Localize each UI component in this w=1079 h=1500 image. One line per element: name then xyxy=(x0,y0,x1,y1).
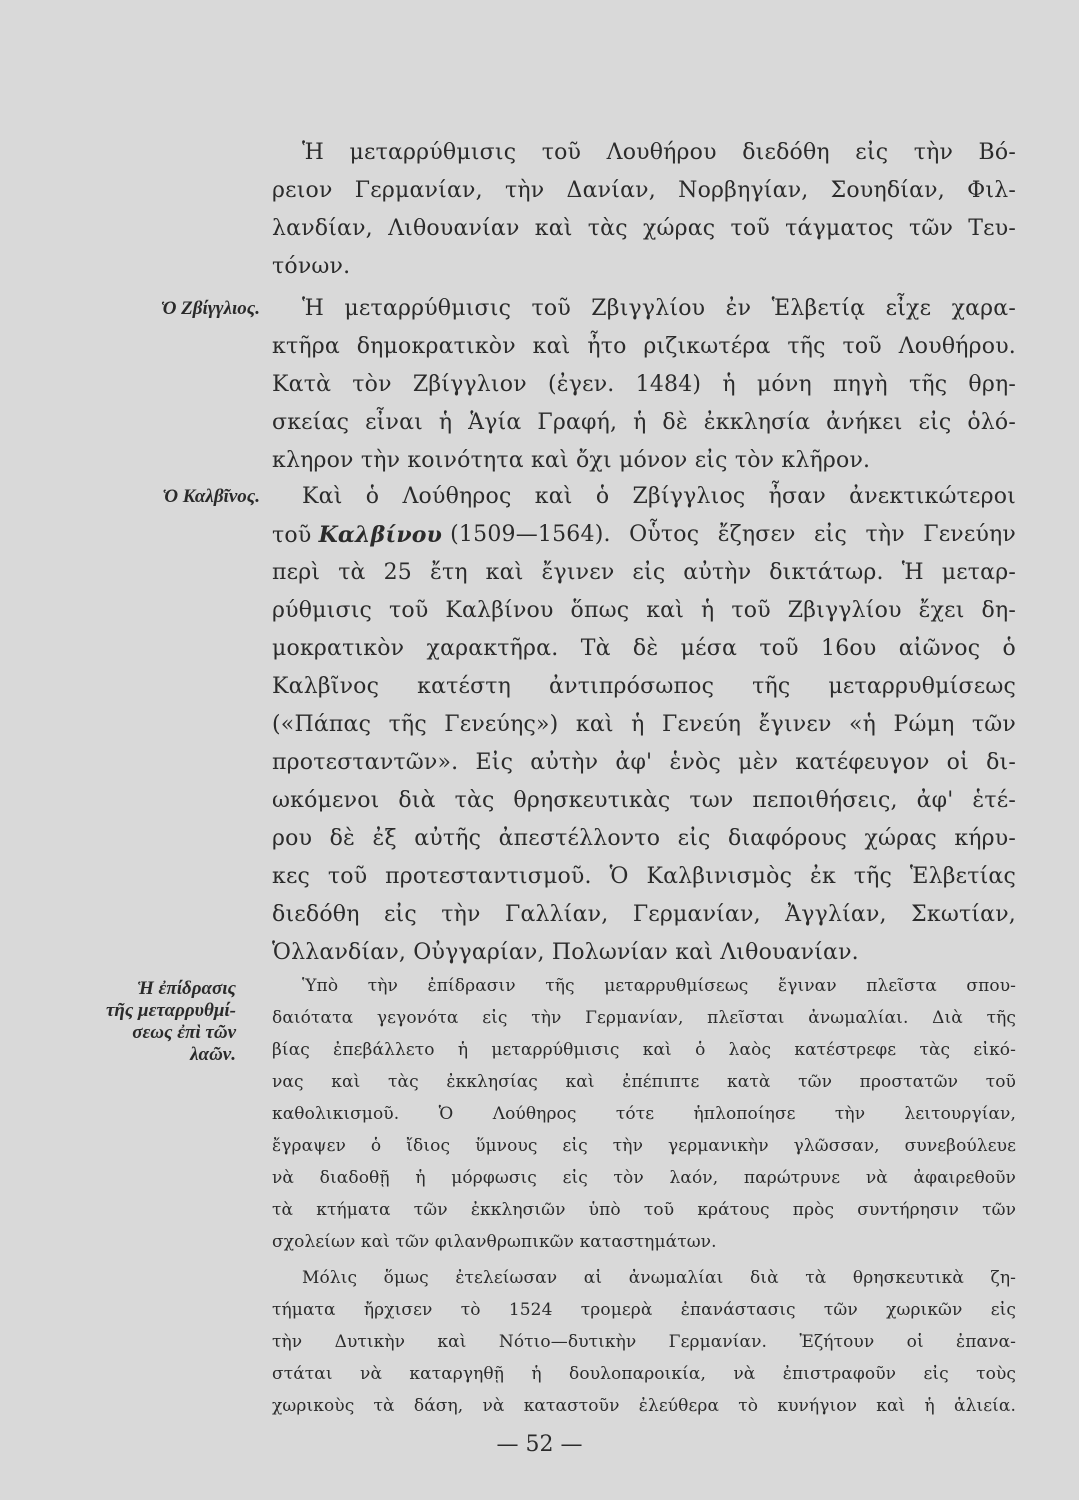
margin-note-influence-line: Ἡ ἐπίδρασις xyxy=(137,978,236,999)
calvin-name: Καλβίνου xyxy=(318,522,443,548)
small-text-line: νας καὶ τὰς ἐκκλησίας καὶ ἐπέπιπτε κατὰ τῶν προστατῶν τοῦ xyxy=(272,1072,1016,1092)
small-text-line: νὰ διαδοθῇ ἡ μόρφωσις εἰς τὸν λαόν, παρώτρυνε νὰ ἀφαιρεθοῦν xyxy=(272,1168,1016,1188)
text-line: λανδίαν, Λιθουανίαν καὶ τὰς χώρας τοῦ τάγματος τῶν Τευ- xyxy=(272,216,1016,241)
text-line: μοκρατικὸν χαρακτῆρα. Τὰ δὲ μέσα τοῦ 16ου αἰῶνος ὁ xyxy=(272,636,1016,661)
margin-note-calvin: Ὁ Καλβῖνος. xyxy=(162,486,260,507)
margin-note-influence-line: τῆς μεταρρυθμί- xyxy=(105,1000,236,1021)
text-line: τόνων. xyxy=(272,254,351,279)
small-text-line: καθολικισμοῦ. Ὁ Λούθηρος τότε ἡπλοποίησε τὴν λειτουργίαν, xyxy=(272,1104,1016,1124)
small-text-line: βίας ἐπεβάλλετο ἡ μεταρρύθμισις καὶ ὁ λαὸς κατέστρεφε τὰς εἰκό- xyxy=(272,1040,1016,1060)
text-line: σκείας εἶναι ἡ Ἁγία Γραφή, ἡ δὲ ἐκκλησία ἀνήκει εἰς ὁλό- xyxy=(272,410,1016,435)
text-line: ρου δὲ ἐξ αὐτῆς ἀπεστέλλοντο εἰς διαφόρους χώρας κήρυ- xyxy=(272,826,1016,851)
text-line: Καὶ ὁ Λούθηρος καὶ ὁ Ζβίγγλιος ἦσαν ἀνεκτικώτεροι xyxy=(302,484,1016,509)
text-line: ρύθμισις τοῦ Καλβίνου ὅπως καὶ ἡ τοῦ Ζβιγγλίου ἔχει δη- xyxy=(272,598,1016,623)
margin-note-influence xyxy=(40,978,236,1066)
text-line: Ἡ μεταρρύθμισις τοῦ Λουθήρου διεδόθη εἰς τὴν Βό- xyxy=(302,140,1016,165)
text-calvin-rest: (1509—1564). Οὗτος ἔζησεν εἰς τὴν Γενεύην xyxy=(450,522,1016,547)
text-line: ωκόμενοι διὰ τὰς θρησκευτικὰς των πεποιθήσεις, ἀφ' ἑτέ- xyxy=(272,788,1016,813)
text-line: κες τοῦ προτεσταντισμοῦ. Ὁ Καλβινισμὸς ἐκ τῆς Ἑλβετίας xyxy=(272,864,1016,889)
text-line: κτῆρα δημοκρατικὸν καὶ ἦτο ριζικωτέρα τῆς τοῦ Λουθήρου. xyxy=(272,334,1016,359)
small-text-line: Ὑπὸ τὴν ἐπίδρασιν τῆς μεταρρυθμίσεως ἔγιναν πλεῖστα σπου- xyxy=(302,976,1016,996)
text-line: Κατὰ τὸν Ζβίγγλιον (ἐγεν. 1484) ἡ μόνη πηγὴ τῆς θρη- xyxy=(272,372,1016,397)
text-line: Ὁλλανδίαν, Οὐγγαρίαν, Πολωνίαν καὶ Λιθουανίαν. xyxy=(272,940,859,965)
text-line: ρειον Γερμανίαν, τὴν Δανίαν, Νορβηγίαν, Σουηδίαν, Φιλ- xyxy=(272,178,1016,203)
page-number: — 52 — xyxy=(496,1432,583,1457)
small-text-line: τήματα ἤρχισεν τὸ 1524 τρομερὰ ἐπανάστασις τῶν χωρικῶν εἰς xyxy=(272,1300,1016,1320)
margin-note-influence-line: λαῶν. xyxy=(190,1044,236,1065)
small-text-line: τὰ κτήματα τῶν ἐκκλησιῶν ὑπὸ τοῦ κράτους πρὸς συντήρησιν τῶν xyxy=(272,1200,1016,1220)
text-prefix: τοῦ xyxy=(272,523,319,548)
small-text-line: χωρικοὺς τὰ δάση, νὰ καταστοῦν ἐλεύθερα τὸ κυνήγιον καὶ ἡ ἁλιεία. xyxy=(272,1396,1016,1416)
margin-note-influence-line: σεως ἐπὶ τῶν xyxy=(132,1022,236,1043)
text-line-calvin xyxy=(272,522,1016,548)
small-text-line: σχολείων καὶ τῶν φιλανθρωπικῶν καταστημάτων. xyxy=(272,1232,717,1252)
text-line: κληρον τὴν κοινότητα καὶ ὄχι μόνον εἰς τὸν κλῆρον. xyxy=(272,448,871,473)
small-text-line: στάται νὰ καταργηθῇ ἡ δουλοπαροικία, νὰ ἐπιστραφοῦν εἰς τοὺς xyxy=(272,1364,1016,1384)
text-line: Καλβῖνος κατέστη ἀντιπρόσωπος τῆς μεταρρυθμίσεως xyxy=(272,674,1016,699)
text-line: προτεσταντῶν». Εἰς αὐτὴν ἀφ' ἑνὸς μὲν κατέφευγον οἱ δι- xyxy=(272,750,1016,775)
small-text-line: ἔγραψεν ὁ ἴδιος ὕμνους εἰς τὴν γερμανικὴν γλῶσσαν, συνεβούλευε xyxy=(272,1136,1016,1156)
small-text-line: τὴν Δυτικὴν καὶ Νότιο—δυτικὴν Γερμανίαν. Ἐζήτουν οἱ ἐπανα- xyxy=(272,1332,1016,1352)
small-text-line: δαιότατα γεγονότα εἰς τὴν Γερμανίαν, πλεῖσται ἀνωμαλίαι. Διὰ τῆς xyxy=(272,1008,1016,1028)
text-line: («Πάπας τῆς Γενεύης») καὶ ἡ Γενεύη ἔγινεν «ἡ Ρώμη τῶν xyxy=(272,712,1016,737)
text-line: περὶ τὰ 25 ἔτη καὶ ἔγινεν εἰς αὐτὴν δικτάτωρ. Ἡ μεταρ- xyxy=(272,560,1016,585)
small-text-line: Μόλις ὅμως ἐτελείωσαν αἱ ἀνωμαλίαι διὰ τὰ θρησκευτικὰ ζη- xyxy=(302,1268,1016,1288)
margin-note-zwingli: Ὁ Ζβίγγλιος. xyxy=(160,298,260,319)
text-calvin-intro xyxy=(272,522,442,548)
text-line: διεδόθη εἰς τὴν Γαλλίαν, Γερμανίαν, Ἀγγλίαν, Σκωτίαν, xyxy=(272,902,1016,927)
text-line: Ἡ μεταρρύθμισις τοῦ Ζβιγγλίου ἐν Ἑλβετίᾳ εἶχε χαρα- xyxy=(302,296,1016,321)
